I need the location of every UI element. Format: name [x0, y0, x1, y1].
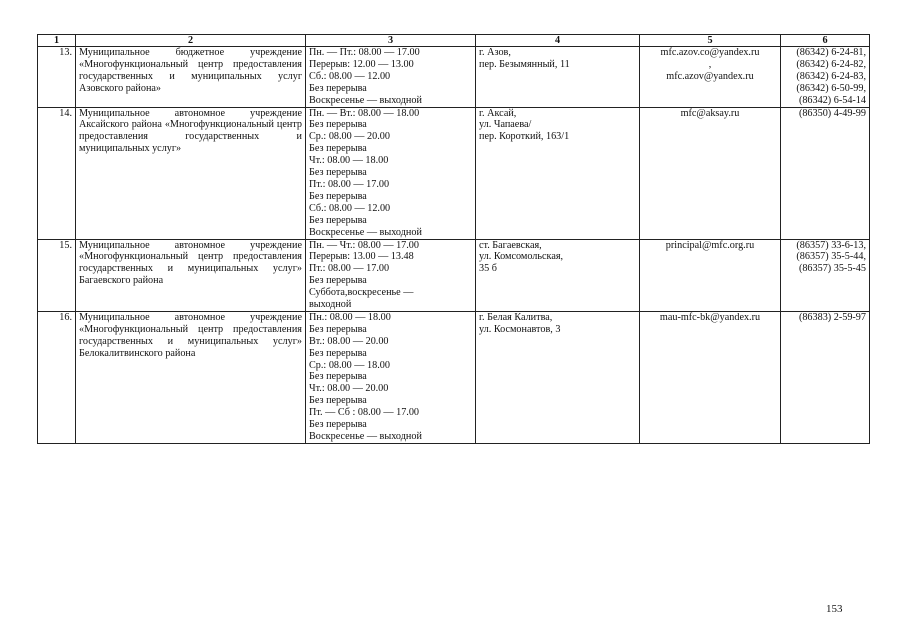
hours-line: Пн. — Чт.: 08.00 — 17.00	[309, 239, 419, 251]
working-hours	[306, 311, 476, 443]
hours-line: Без перерыва	[309, 119, 367, 131]
address	[476, 47, 640, 108]
hours-line: Чт.: 08.00 — 20.00	[309, 383, 389, 395]
address-line: ул. Чапаева/	[479, 119, 532, 131]
hours-line: Без перерыва	[309, 347, 367, 359]
phone-line: (86342) 6-54-14	[798, 94, 866, 106]
table-row	[38, 239, 870, 311]
email-line: mfc.azov.co@yandex.ru	[660, 47, 760, 58]
hours-line: Пт.: 08.00 — 17.00	[309, 178, 390, 190]
column-header: 5	[640, 35, 781, 47]
table-row	[38, 107, 870, 239]
column-header: 6	[781, 35, 870, 47]
address	[476, 107, 640, 239]
hours-line: Пн.: 08.00 — 18.00	[309, 311, 391, 323]
email-cell	[640, 239, 781, 311]
phones	[781, 239, 870, 311]
column-header: 4	[476, 35, 640, 47]
email-line: mfc.azov@yandex.ru	[666, 70, 754, 82]
address-line: г. Белая Калитва,	[479, 311, 553, 323]
hours-line: выходной	[309, 299, 352, 311]
hours-line: Без перерыва	[309, 167, 367, 179]
address-line: г. Азов,	[479, 47, 511, 58]
email-line: principal@mfc.org.ru	[665, 239, 755, 251]
hours-line: Перерыв: 13.00 — 13.48	[309, 251, 414, 263]
table-row	[38, 47, 870, 108]
hours-line: Без перерыва	[309, 419, 367, 431]
hours-line: Пт.: 08.00 — 17.00	[309, 263, 390, 275]
phones	[781, 107, 870, 239]
hours-line: Без перерыва	[309, 371, 367, 383]
hours-line: Вт.: 08.00 — 20.00	[309, 335, 389, 347]
working-hours	[306, 47, 476, 108]
organization-name: Муниципальное автономное учреждение «Многофункциональный центр предоставления государственных и муниципальных услуг» Багаевского района	[76, 239, 306, 311]
row-number: 13.	[38, 47, 76, 108]
phone-line: (86383) 2-59-97	[798, 311, 866, 323]
address-line: пер. Короткий, 163/1	[479, 131, 570, 143]
address-line: пер. Безымянный, 11	[479, 58, 570, 70]
hours-line: Воскресенье — выходной	[309, 431, 422, 442]
hours-line: Без перерыва	[309, 190, 367, 202]
hours-line: Сб.: 08.00 — 12.00	[309, 202, 391, 214]
hours-line: Суббота,воскресенье —	[309, 287, 414, 299]
hours-line: Пт. — Сб : 08.00 — 17.00	[309, 407, 420, 419]
hours-line: Пн. — Пт.: 08.00 — 17.00	[309, 47, 420, 58]
table-row	[38, 311, 870, 443]
phone-line: (86342) 6-24-81,	[796, 47, 866, 58]
page-number: 153	[826, 603, 843, 615]
header-row	[38, 35, 870, 47]
address	[476, 311, 640, 443]
hours-line: Чт.: 08.00 — 18.00	[309, 155, 389, 167]
phone-line: (86357) 35-5-45	[798, 263, 866, 275]
address-line: ст. Багаевская,	[479, 239, 542, 251]
address-line: ул. Космонавтов, 3	[479, 323, 561, 335]
address-line: ул. Комсомольская,	[479, 251, 564, 263]
working-hours	[306, 107, 476, 239]
mfc-table	[37, 34, 870, 444]
hours-line: Без перерыва	[309, 395, 367, 407]
row-number: 15.	[38, 239, 76, 311]
organization-name: Муниципальное автономное учреждение «Многофункциональный центр предоставления государственных и муниципальных услуг» Белокалитвинского района	[76, 311, 306, 443]
email-cell	[640, 107, 781, 239]
phones	[781, 47, 870, 108]
hours-line: Сб.: 08.00 — 12.00	[309, 70, 391, 82]
column-header: 3	[306, 35, 476, 47]
hours-line: Без перерыва	[309, 214, 367, 226]
hours-line: Без перерыва	[309, 323, 367, 335]
phone-line: (86357) 35-5-44,	[796, 251, 866, 263]
row-number: 14.	[38, 107, 76, 239]
address-line: г. Аксай,	[479, 107, 517, 119]
phone-line: (86357) 33-6-13,	[796, 239, 866, 251]
phone-line: (86350) 4-49-99	[798, 107, 866, 119]
email-line: ,	[708, 58, 712, 70]
organization-name: Муниципальное бюджетное учреждение «Многофункциональный центр предоставления государственных и муниципальных услуг Азовского района»	[76, 47, 306, 108]
address	[476, 239, 640, 311]
hours-line: Воскресенье — выходной	[309, 94, 422, 106]
phones	[781, 311, 870, 443]
hours-line: Без перерыва	[309, 143, 367, 155]
working-hours	[306, 239, 476, 311]
hours-line: Пн. — Вт.: 08.00 — 18.00	[309, 107, 420, 119]
phone-line: (86342) 6-50-99,	[796, 82, 866, 94]
hours-line: Ср.: 08.00 — 20.00	[309, 131, 390, 143]
email-cell	[640, 311, 781, 443]
hours-line: Без перерыва	[309, 82, 367, 94]
phone-line: (86342) 6-24-83,	[796, 70, 866, 82]
hours-line: Ср.: 08.00 — 18.00	[309, 359, 390, 371]
column-header: 1	[38, 35, 76, 47]
email-cell	[640, 47, 781, 108]
organization-name: Муниципальное автономное учреждение Аксайского района «Многофункциональный центр предоставления государственных и муниципальных услуг»	[76, 107, 306, 239]
hours-line: Без перерыва	[309, 275, 367, 287]
email-line: mau-mfc-bk@yandex.ru	[659, 311, 761, 323]
column-header: 2	[76, 35, 306, 47]
hours-line: Перерыв: 12.00 — 13.00	[309, 58, 414, 70]
hours-line: Воскресенье — выходной	[309, 226, 422, 238]
email-line: mfc@aksay.ru	[680, 107, 740, 119]
address-line: 35 б	[479, 263, 497, 275]
phone-line: (86342) 6-24-82,	[796, 58, 866, 70]
row-number: 16.	[38, 311, 76, 443]
